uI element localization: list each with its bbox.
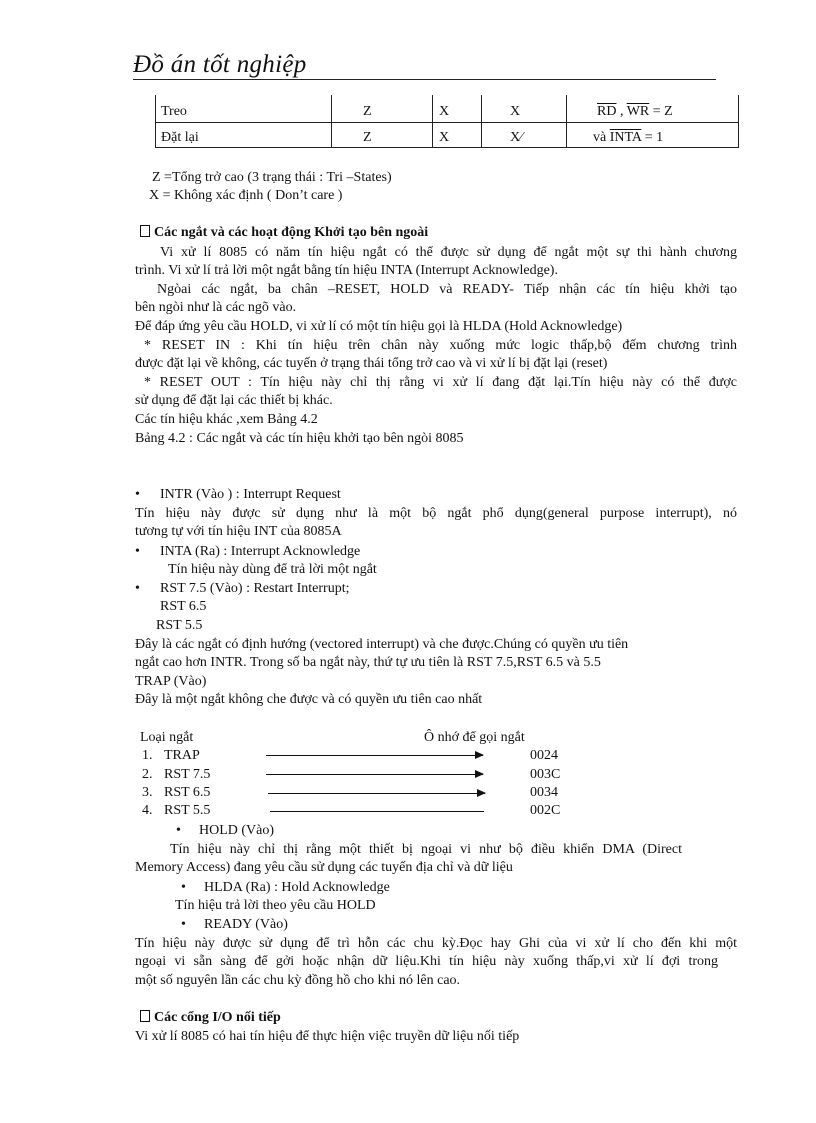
vector-name: RST 7.5 — [164, 767, 211, 782]
table-cell: X — [439, 130, 450, 145]
vector-num: 4. — [142, 803, 153, 818]
page-header-title: Đồ án tốt nghiệp — [133, 51, 307, 78]
checkbox-bullet-icon — [140, 1010, 150, 1022]
section-heading-interrupts: Các ngắt và các hoạt động Khởi tạo bên ngoài — [140, 224, 428, 241]
signal-rst65: RST 6.5 — [160, 599, 207, 614]
signal-hlda-label: HLDA (Ra) : Hold Acknowledge — [204, 880, 390, 895]
table-cell-signal — [597, 104, 673, 120]
table-caption: Bảng 4.2 : Các ngắt và các tín hiệu khởi tạo bên ngòi 8085 — [135, 431, 464, 446]
signal-ready-label: READY (Vào) — [204, 917, 288, 932]
signal-inta: INTA — [609, 130, 642, 145]
paragraph: Đây là một ngắt không che được và có quyền ưu tiên cao nhất — [135, 692, 483, 707]
vector-num: 2. — [142, 767, 153, 782]
section-heading-serial-io: Các cổng I/O nối tiếp — [140, 1009, 281, 1026]
signal-trap-label: TRAP (Vào) — [135, 674, 207, 689]
paragraph: Memory Access) đang yêu cầu sử dụng các tuyến địa chỉ và dữ liệu — [135, 860, 513, 875]
paragraph: được đặt lại về không, các tuyến ở trạng thái tổng trở cao và vi xử lí bị đặt lại (reset) — [135, 356, 608, 371]
table-cell-signal — [593, 130, 663, 146]
paragraph: bên ngòi như là các ngõ vào. — [135, 300, 297, 315]
vector-num: 1. — [142, 748, 153, 763]
bullet-icon: • — [135, 581, 140, 596]
paragraph: Vi xử lí 8085 có hai tín hiệu để thực hiện việc truyền dữ liệu nối tiếp — [135, 1029, 520, 1044]
signal-wr: $\overline{WR}$ — [626, 104, 650, 119]
paragraph: Các tín hiệu khác ,xem Bảng 4.2 — [135, 412, 318, 427]
table-cell: X — [510, 104, 521, 119]
vector-addr: 002C — [530, 803, 561, 818]
state-table — [155, 95, 739, 148]
line-connector — [270, 811, 484, 812]
bullet-icon: • — [176, 823, 181, 838]
paragraph: sử dụng để đặt lại các thiết bị khác. — [135, 393, 333, 408]
signal-suffix: = Z — [649, 104, 673, 119]
vector-name: RST 5.5 — [164, 803, 211, 818]
vector-addr: 0034 — [530, 785, 558, 800]
paragraph-reset-out: * RESET OUT : Tín hiệu này chỉ thị rằng vi xử lí đang đặt lại.Tín hiệu này có thể được — [144, 375, 737, 390]
table-cell: Z — [363, 104, 372, 119]
paragraph: một số nguyên lần các chu kỳ đồng hồ cho khi nó lên cao. — [135, 973, 461, 988]
paragraph: Tín hiệu này chỉ thị rằng một thiết bị ngoại vi như bộ điều khiển DMA (Direct — [170, 842, 682, 857]
vector-num: 3. — [142, 785, 153, 800]
paragraph: tương tự với tín hiệu INT của 8085A — [135, 524, 342, 539]
vector-col-type: Loại ngắt — [140, 730, 194, 745]
paragraph-reset-in: * RESET IN : Khi tín hiệu trên chân này xuống mức logic thấp,bộ đếm chương trình — [144, 338, 737, 353]
signal-intr-label: INTR (Vào ) : Interrupt Request — [160, 487, 341, 502]
vector-addr: 0024 — [530, 748, 558, 763]
paragraph: Tín hiệu này dùng để trả lời một ngắt — [168, 562, 377, 577]
signal-rst-label: RST 7.5 (Vào) : Restart Interrupt; — [160, 581, 350, 596]
paragraph: Vi xử lí 8085 có năm tín hiệu ngắt có thể được sử dụng để ngắt một sự thi hành chương — [160, 245, 737, 260]
bullet-icon: • — [181, 880, 186, 895]
signal-inta-label: INTA (Ra) : Interrupt Acknowledge — [160, 544, 361, 559]
header-rule — [133, 79, 716, 80]
paragraph: Tín hiệu trả lời theo yêu cầu HOLD — [175, 898, 376, 913]
arrow-right-icon — [268, 793, 485, 794]
bullet-icon: • — [181, 917, 186, 932]
table-border — [155, 147, 739, 148]
arrow-right-icon — [266, 755, 483, 756]
signal-sep: , — [616, 104, 627, 119]
paragraph: ngắt cao hơn INTR. Trong số ba ngắt này, thứ tự ưu tiên là RST 7.5,RST 6.5 và 5.5 — [135, 655, 601, 670]
paragraph: Ngòai các ngắt, ba chân –RESET, HOLD và READY- Tiếp nhận các tín hiệu khởi tạo — [157, 282, 737, 297]
bullet-icon: • — [135, 487, 140, 502]
paragraph: Tín hiệu này được sử dụng để trì hỗn các chu kỳ.Đọc hay Ghi của vi xử lí cho đến khi một — [135, 936, 737, 951]
paragraph: ngoại vi sẵn sàng để gởi hoặc nhận dữ liệu.Khi tín hiệu này xuống thấp,vi xử lí đợi trong — [135, 954, 718, 969]
vector-addr: 003C — [530, 767, 561, 782]
signal-rst55: RST 5.5 — [156, 618, 203, 633]
vector-name: RST 6.5 — [164, 785, 211, 800]
vector-col-addr: Ô nhớ để gọi ngắt — [424, 730, 525, 745]
arrow-right-icon — [266, 774, 483, 775]
paragraph: trình. Vi xử lí trả lời một ngắt bằng tín hiệu INTA (Interrupt Acknowledge). — [135, 263, 558, 278]
checkbox-bullet-icon — [140, 225, 150, 237]
signal-suffix: = 1 — [641, 130, 664, 145]
paragraph: Tín hiệu này được sử dụng như là một bộ ngắt phổ dụng(general purpose interrupt), nó — [135, 506, 737, 521]
note-z: Z =Tổng trở cao (3 trạng thái : Tri –States) — [152, 170, 392, 185]
bullet-icon: • — [135, 544, 140, 559]
vector-name: TRAP — [164, 748, 200, 763]
signal-prefix: và — [593, 130, 610, 145]
table-cell: X⁄ — [510, 130, 523, 145]
note-x: X = Không xác định ( Don’t care ) — [149, 188, 343, 203]
signal-hold-label: HOLD (Vào) — [199, 823, 275, 838]
table-cell: Z — [363, 130, 372, 145]
paragraph: Để đáp ứng yêu cầu HOLD, vi xử lí có một tín hiệu gọi là HLDA (Hold Acknowledge) — [135, 319, 623, 334]
paragraph: Đây là các ngắt có định hướng (vectored interrupt) và che được.Chúng có quyền ưu tiên — [135, 637, 629, 652]
table-cell: X — [439, 104, 450, 119]
signal-rd: $\overline{RD}$ — [597, 104, 617, 119]
table-cell-state: Đặt lại — [161, 130, 199, 145]
table-cell-state: Treo — [161, 104, 187, 119]
table-border — [155, 122, 739, 123]
